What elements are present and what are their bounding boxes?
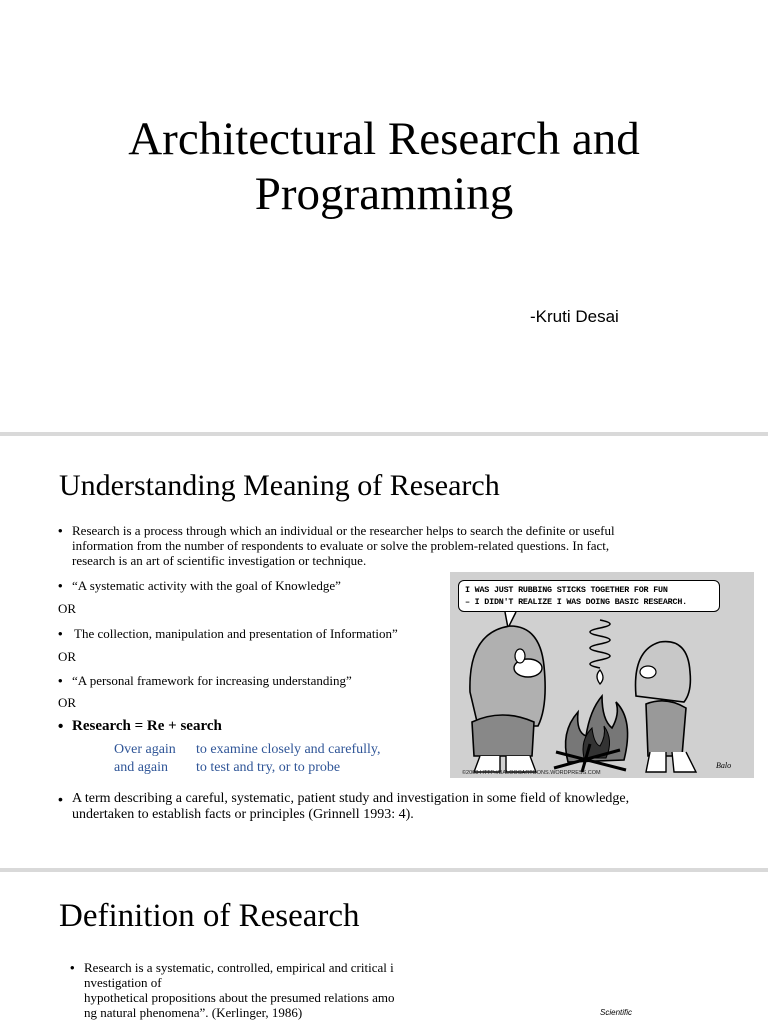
bullet-re-search xyxy=(58,718,222,735)
slide-heading: Understanding Meaning of Research xyxy=(59,469,500,502)
bullet-line: nvestigation of xyxy=(84,975,162,990)
bullet-line: research is an art of scientific investigation or technique. xyxy=(72,553,367,568)
slide-title xyxy=(84,112,684,222)
bullet-definition xyxy=(58,523,615,568)
definition-right: to test and try, or to probe xyxy=(196,760,341,775)
cartoon-credit: ©2008 HTTP://BALOOCARTOONS.WORDPRESS.COM xyxy=(462,770,601,776)
caption-line: I WAS JUST RUBBING STICKS TOGETHER FOR FUN xyxy=(465,585,668,595)
bullet-marker: • xyxy=(58,523,63,538)
bullet-line: A term describing a careful, systematic, patient study and investigation in some field of knowledge, xyxy=(72,791,630,806)
or-label: OR xyxy=(58,649,77,664)
bullet-framework xyxy=(58,673,352,688)
cartoon-signature: Balo xyxy=(716,761,732,770)
bullet-line: “A personal framework for increasing understanding” xyxy=(72,673,352,688)
bullet-line: The collection, manipulation and presentation of Information” xyxy=(74,626,398,641)
meaning-slide xyxy=(0,436,768,868)
or-label: OR xyxy=(58,601,77,616)
definition-row xyxy=(114,760,340,776)
bullet-line: undertaken to establish facts or principles (Grinnell 1993: 4). xyxy=(72,807,414,822)
bullet-marker: • xyxy=(58,626,63,641)
bullet-line: ng natural phenomena”. (Kerlinger, 1986) xyxy=(84,1005,303,1020)
definition-right: to examine closely and carefully, xyxy=(196,742,381,757)
bullet-systematic-activity xyxy=(58,578,341,593)
cartoon-drawing xyxy=(450,572,754,778)
bullet-marker: • xyxy=(58,673,63,688)
bullet-kerlinger xyxy=(70,960,395,1020)
bullet-line: hypothetical propositions about the presumed relations amo xyxy=(84,990,395,1005)
or-label: OR xyxy=(58,695,77,710)
slide-title-line2: Programming xyxy=(254,168,514,220)
bullet-marker: • xyxy=(58,791,63,807)
bullet-line: Research is a process through which an individual or the researcher helps to search the definite or useful xyxy=(72,523,615,538)
definition-slide xyxy=(0,872,768,1024)
slide-heading: Definition of Research xyxy=(59,898,360,934)
bullet-grinnell xyxy=(58,791,630,823)
caveman-cartoon xyxy=(450,572,754,778)
side-label: Scientific xyxy=(600,1008,633,1017)
caption-line: – I DIDN'T REALIZE I WAS DOING BASIC RESEARCH. xyxy=(465,597,687,607)
bullet-line: information from the number of respondents to evaluate or solve the problem-related questions. In fact, xyxy=(72,538,610,553)
author-name: -Kruti Desai xyxy=(530,307,619,326)
bullet-marker: • xyxy=(70,960,75,975)
slide-title-line1: Architectural Research and xyxy=(128,113,640,165)
bullet-line: “A systematic activity with the goal of Knowledge” xyxy=(72,578,341,593)
bullet-marker: • xyxy=(58,578,63,593)
definition-left: and again xyxy=(114,760,169,775)
bullet-line: Research is a systematic, controlled, empirical and critical i xyxy=(84,960,394,975)
definition-row xyxy=(114,742,381,758)
bullet-collection xyxy=(58,626,398,641)
definition-left: Over again xyxy=(114,742,176,757)
bullet-marker: • xyxy=(58,718,64,735)
bullet-line: Research = Re + search xyxy=(72,718,222,734)
title-slide xyxy=(0,0,768,432)
